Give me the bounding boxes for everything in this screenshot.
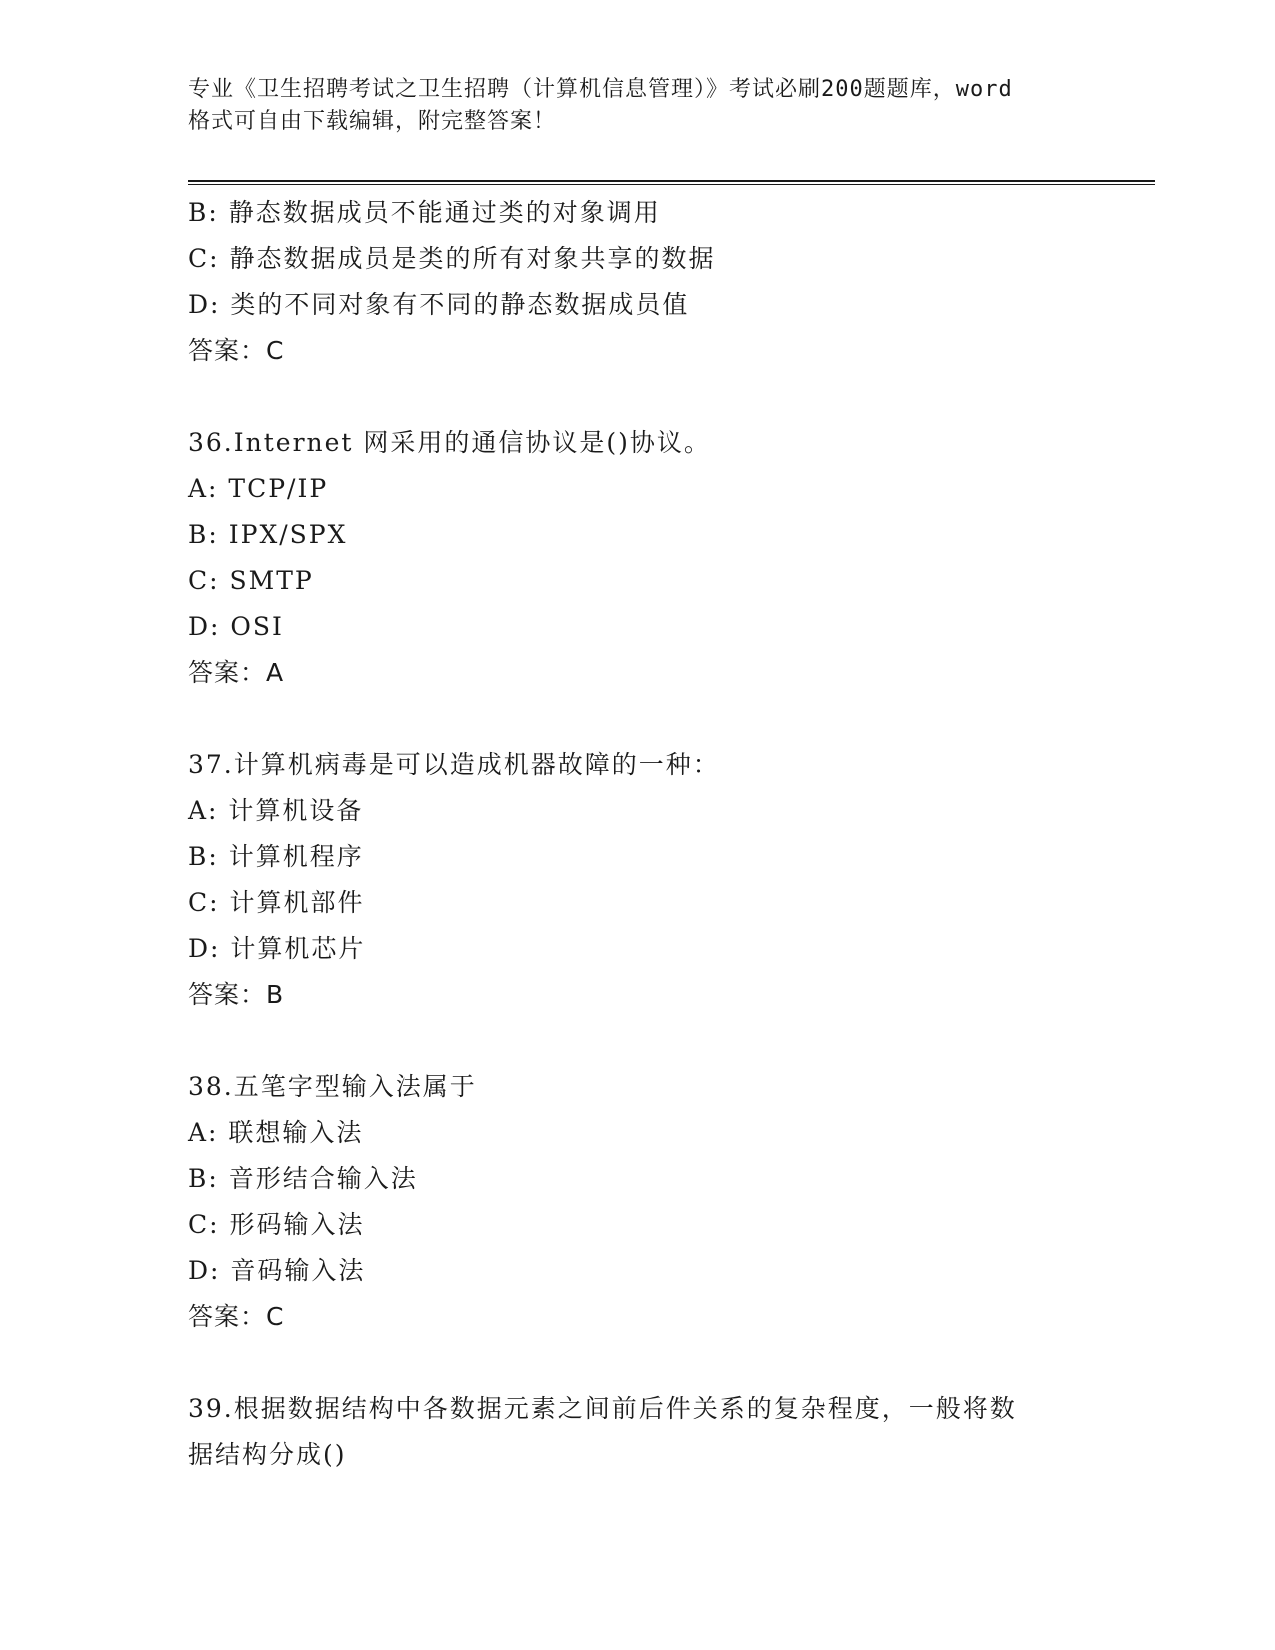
- option-d: D: 音码输入法: [188, 1256, 366, 1285]
- option-c: C: 形码输入法: [188, 1210, 365, 1239]
- spacer: [188, 696, 1088, 742]
- question-39: [188, 1386, 1088, 1478]
- question-stem: 36.Internet 网采用的通信协议是()协议。: [188, 428, 711, 457]
- header-title-line-1: 专业《卫生招聘考试之卫生招聘（计算机信息管理）》考试必刷200题题库，word: [188, 77, 1013, 102]
- option-a: A: TCP/IP: [188, 474, 329, 503]
- option-c: C: 静态数据成员是类的所有对象共享的数据: [188, 244, 716, 273]
- question-stem: 38.五笔字型输入法属于: [188, 1072, 477, 1101]
- option-c: C: SMTP: [188, 566, 314, 595]
- question-36: [188, 420, 1088, 696]
- option-a: A: 联想输入法: [188, 1118, 364, 1147]
- spacer: [188, 1018, 1088, 1064]
- question-list: [188, 190, 1088, 1478]
- question-stem-line-1: 39.根据数据结构中各数据元素之间前后件关系的复杂程度，一般将数: [188, 1394, 1017, 1423]
- answer-line: 答案：C: [188, 1302, 285, 1331]
- spacer: [188, 374, 1088, 420]
- question-35-continued: [188, 190, 1088, 374]
- question-38: [188, 1064, 1088, 1340]
- option-d: D: 类的不同对象有不同的静态数据成员值: [188, 290, 690, 319]
- question-37: [188, 742, 1088, 1018]
- option-d: D: 计算机芯片: [188, 934, 366, 963]
- answer-line: 答案：C: [188, 336, 285, 365]
- header-divider: [188, 180, 1155, 185]
- question-stem-line-2: 据结构分成(): [188, 1440, 347, 1469]
- header-title-line-2: 格式可自由下载编辑，附完整答案！: [188, 109, 557, 134]
- option-b: B: 静态数据成员不能通过类的对象调用: [188, 198, 661, 227]
- option-b: B: 计算机程序: [188, 842, 364, 871]
- document-header: [188, 74, 1088, 138]
- answer-line: 答案：A: [188, 658, 285, 687]
- option-a: A: 计算机设备: [188, 796, 364, 825]
- option-b: B: IPX/SPX: [188, 520, 348, 549]
- question-stem: 37.计算机病毒是可以造成机器故障的一种：: [188, 750, 720, 779]
- answer-line: 答案：B: [188, 980, 285, 1009]
- option-b: B: 音形结合输入法: [188, 1164, 418, 1193]
- spacer: [188, 1340, 1088, 1386]
- option-c: C: 计算机部件: [188, 888, 365, 917]
- option-d: D: OSI: [188, 612, 284, 641]
